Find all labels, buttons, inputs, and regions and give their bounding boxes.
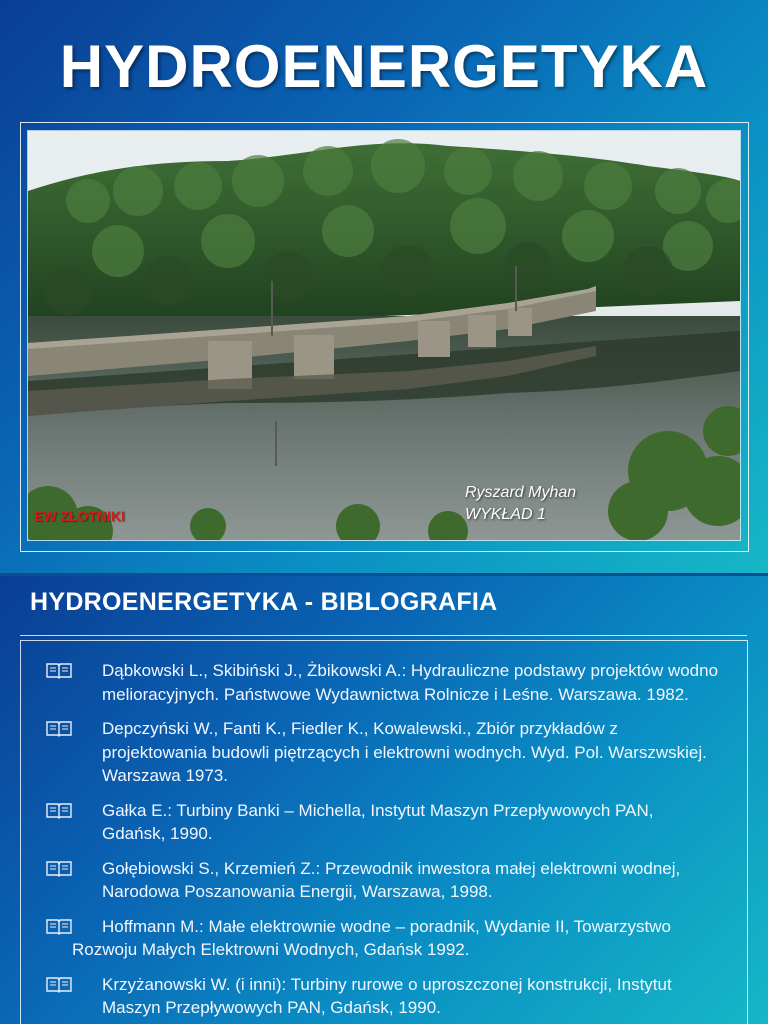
bibliography-item	[41, 857, 721, 904]
bibliography-item-text: Gołębiowski S., Krzemień Z.: Przewodnik inwestora małej elektrowni wodnej, Narodowa Poszanowania Energii, Warszawa, 1998.	[102, 858, 681, 901]
dam-photo-drawing	[28, 131, 740, 540]
book-icon	[45, 719, 73, 737]
dam-photo	[27, 130, 741, 541]
book-icon	[45, 975, 73, 993]
bibliography-slide	[0, 576, 768, 1024]
book-icon	[45, 859, 73, 877]
bibliography-item	[41, 717, 721, 788]
bibliography-box	[20, 640, 748, 1024]
bibliography-title: HYDROENERGETYKA - BIBLOGRAFIA	[30, 588, 498, 616]
bibliography-item-text: Krzyżanowski W. (i inni): Turbiny rurowe o uproszczonej konstrukcji, Instytut Maszyn Przepływowych PAN, Gdańsk, 1990.	[102, 974, 672, 1017]
book-icon	[45, 801, 73, 819]
bibliography-item	[41, 973, 721, 1020]
bibliography-item	[41, 799, 721, 846]
bibliography-list	[41, 659, 721, 1024]
bibliography-item-text: Dąbkowski L., Skibiński J., Żbikowski A.: Hydrauliczne podstawy projektów wodno melioracyjnych. Państwowe Wydawnictwa Rolnicze i Leśne. Warszawa. 1982.	[102, 661, 719, 704]
bibliography-item-text: Depczyński W., Fanti K., Fiedler K., Kowalewski., Zbiór przykładów z projektowania budowli piętrzących i elektrowni wodnych. Wyd. Pol. Warszwskiej. Warszawa 1973.	[102, 719, 707, 785]
book-icon	[45, 661, 73, 679]
author-block	[465, 482, 576, 526]
bibliography-item-text: Hoffmann M.: Małe elektrownie wodne – poradnik, Wydanie II, Towarzystwo Rozwoju Małych Elektrowni Wodnych, Gdańsk 1992.	[72, 916, 671, 959]
bibliography-item	[41, 659, 721, 706]
bibliography-item-text: Gałka E.: Turbiny Banki – Michella, Instytut Maszyn Przepływowych PAN, Gdańsk, 1990.	[102, 800, 654, 843]
author-name: Ryszard Myhan	[465, 484, 577, 501]
book-icon	[45, 917, 73, 935]
bibliography-item	[41, 915, 721, 962]
slide-title: HYDROENERGETYKA	[59, 33, 709, 100]
lecture-label: WYKŁAD 1	[465, 506, 546, 523]
photo-location-label: EW ZŁOTNIKI	[34, 508, 125, 524]
title-divider	[20, 635, 747, 636]
